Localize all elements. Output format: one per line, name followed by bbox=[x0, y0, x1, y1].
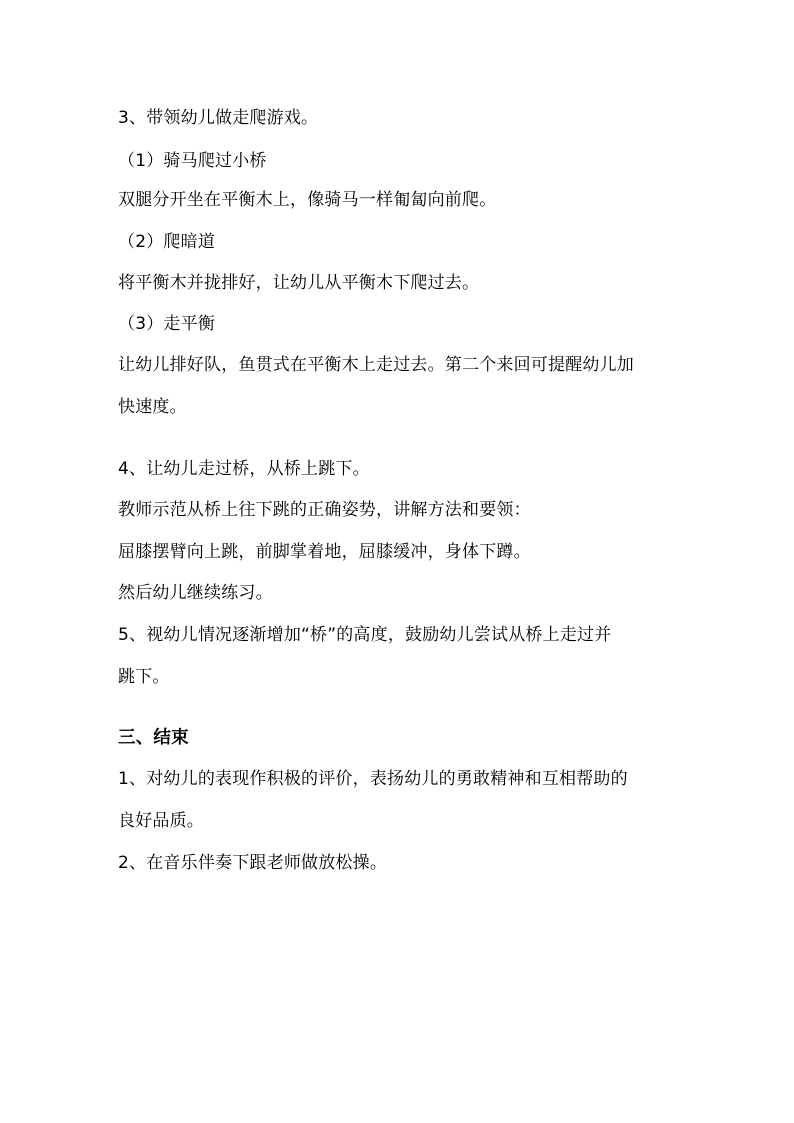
step-4-text-3: 然后幼儿继续练习。 bbox=[118, 583, 273, 603]
substep-2-title: （2）爬暗道 bbox=[118, 232, 216, 252]
substep-3-text-line-1: 让幼儿排好队，鱼贯式在平衡木上走过去。第二个来回可提醒幼儿加 bbox=[118, 355, 634, 375]
step-4-text-2: 屈膝摆臂向上跳，前脚掌着地，屈膝缓冲，身体下蹲。 bbox=[118, 542, 531, 562]
substep-1-title: （1）骑马爬过小桥 bbox=[118, 151, 267, 171]
substep-3-title: （3）走平衡 bbox=[118, 314, 216, 334]
step-5-line-2: 跳下。 bbox=[118, 667, 170, 687]
step-5-line-1: 5、视幼儿情况逐渐增加“桥”的高度，鼓励幼儿尝试从桥上走过并 bbox=[118, 625, 612, 645]
step-4-title: 4、让幼儿走过桥，从桥上跳下。 bbox=[118, 459, 370, 479]
substep-3-text-line-2: 快速度。 bbox=[118, 397, 187, 417]
ending-item-1-line-1: 1、对幼儿的表现作积极的评价，表扬幼儿的勇敢精神和互相帮助的 bbox=[118, 769, 628, 789]
section-3-heading: 三、结束 bbox=[118, 728, 189, 748]
substep-2-text: 将平衡木并拢排好，让幼儿从平衡木下爬过去。 bbox=[118, 273, 480, 293]
ending-item-2: 2、在音乐伴奏下跟老师做放松操。 bbox=[118, 853, 388, 873]
ending-item-1-line-2: 良好品质。 bbox=[118, 811, 204, 831]
substep-1-text: 双腿分开坐在平衡木上，像骑马一样匍匐向前爬。 bbox=[118, 190, 497, 210]
step-3-title: 3、带领幼儿做走爬游戏。 bbox=[118, 108, 319, 128]
step-4-text-1: 教师示范从桥上往下跳的正确姿势，讲解方法和要领： bbox=[118, 500, 531, 520]
